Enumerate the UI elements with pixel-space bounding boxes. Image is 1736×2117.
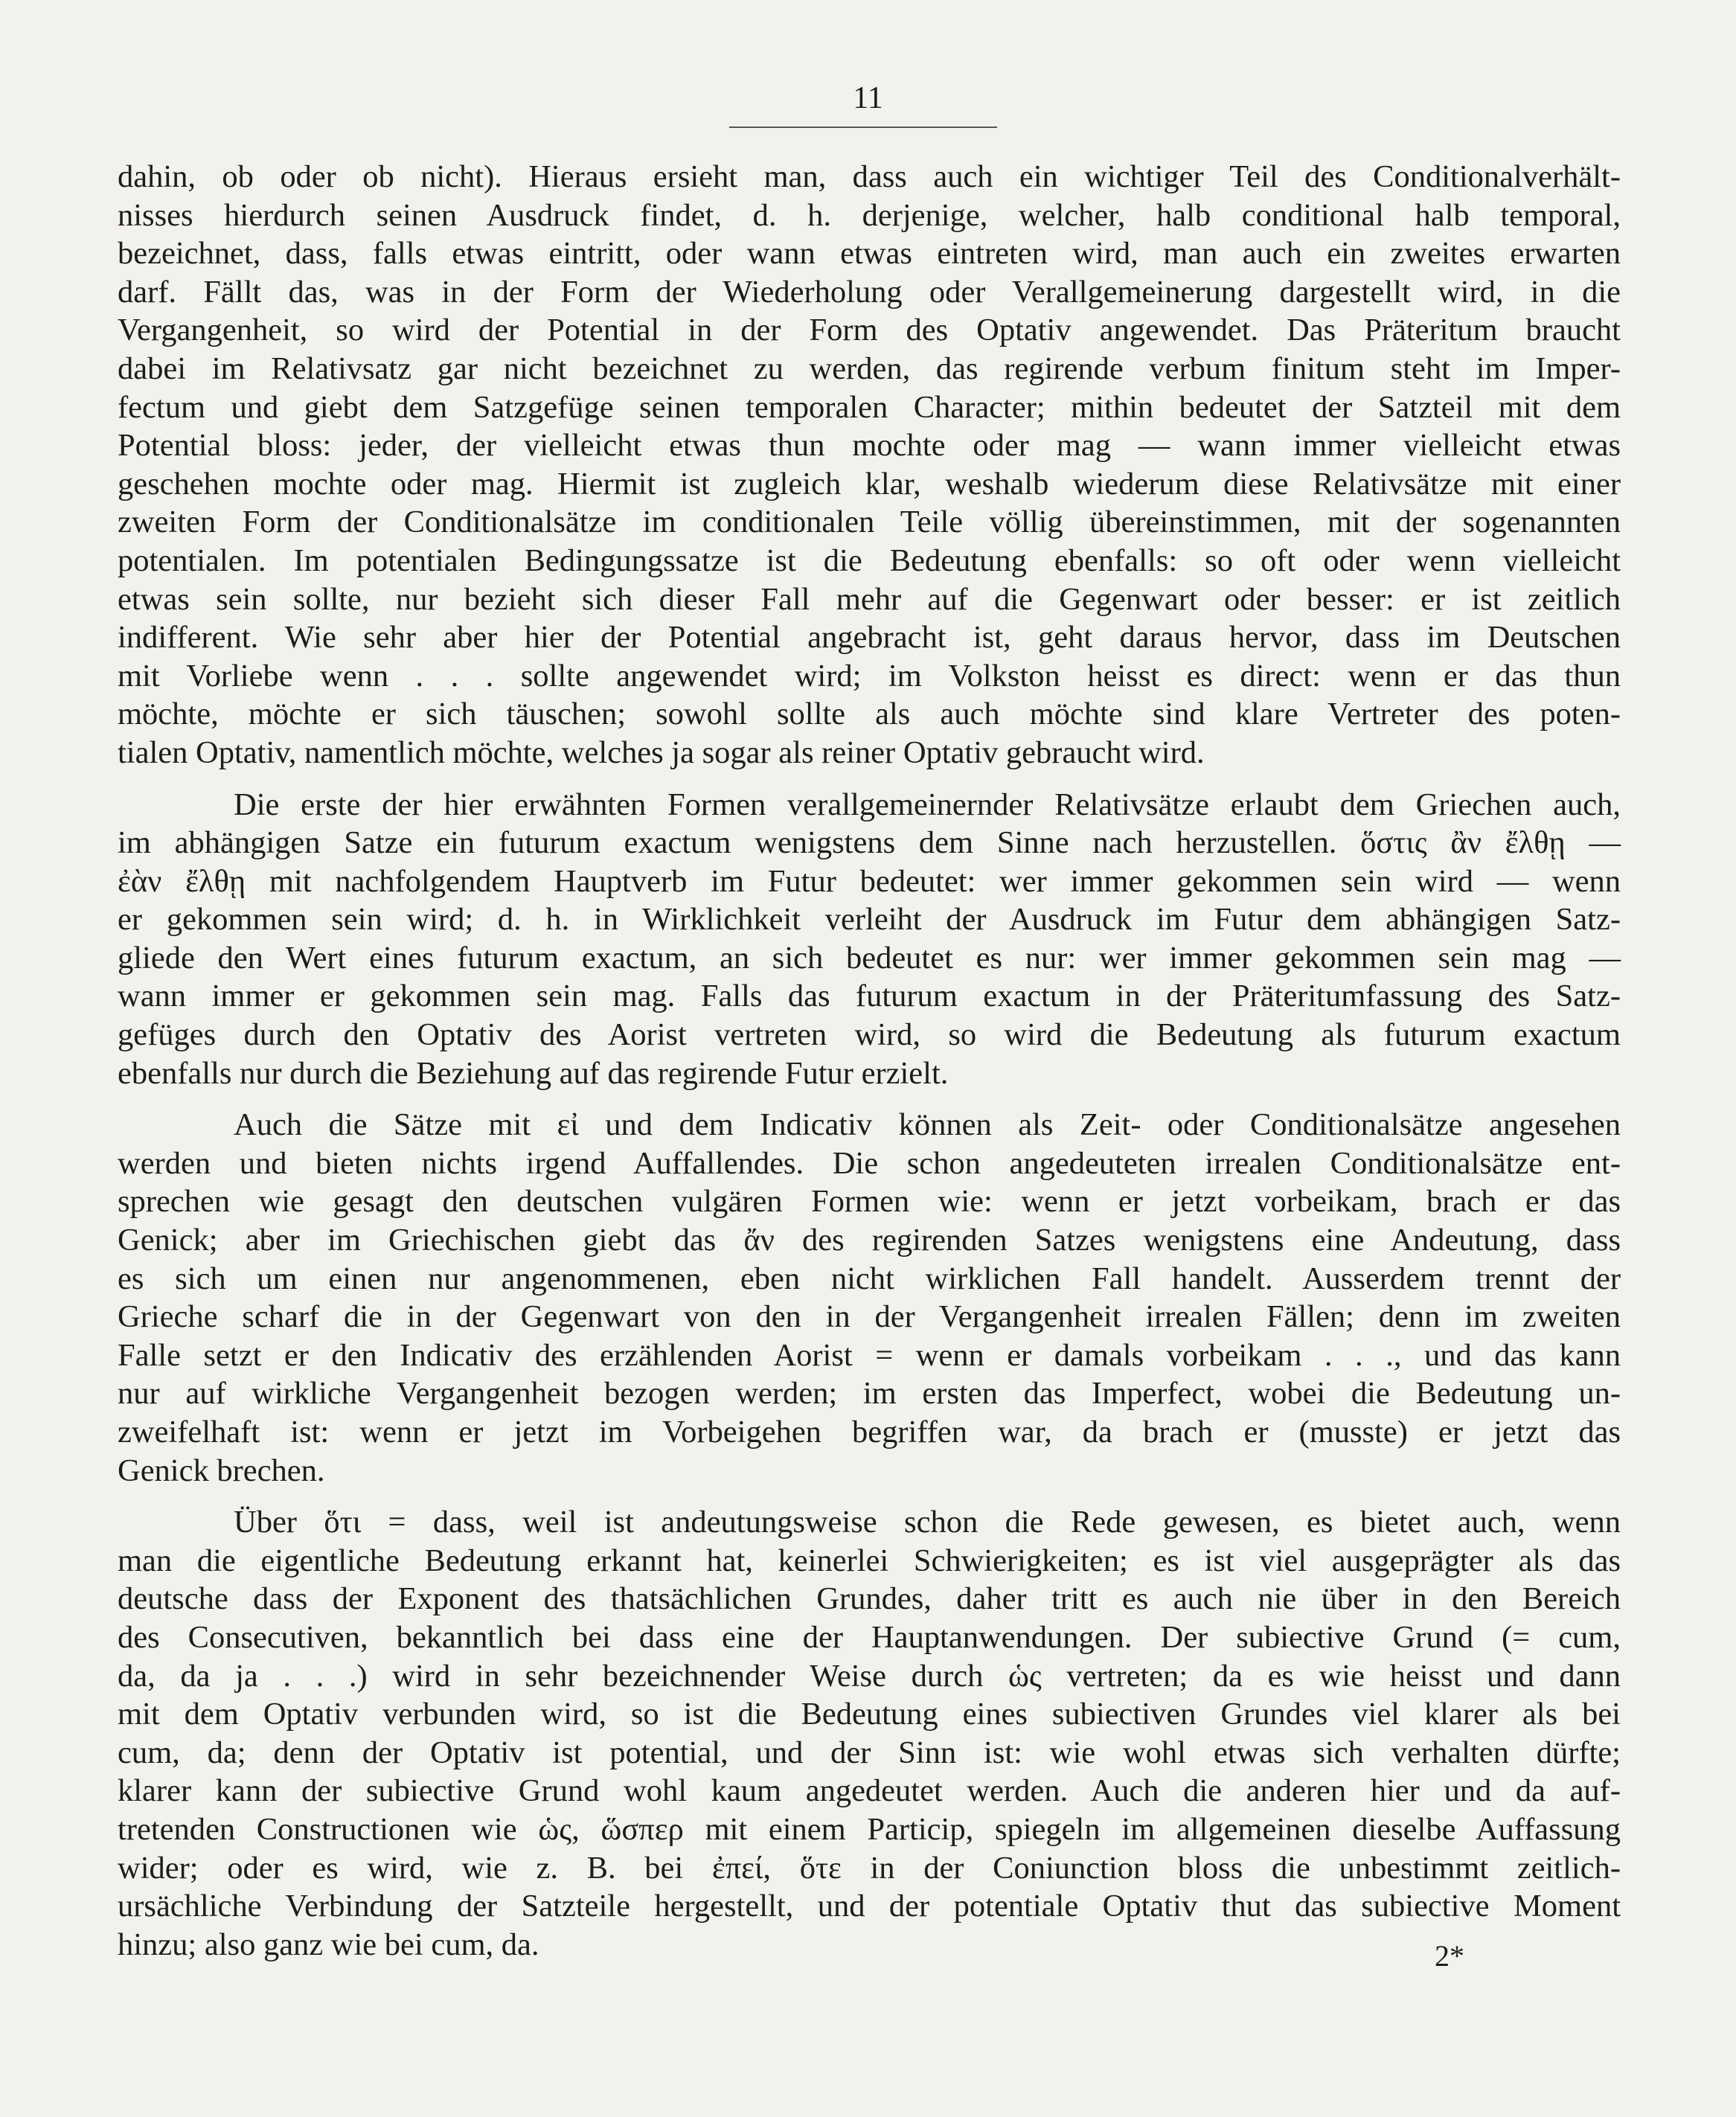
- text-line: man die eigentliche Bedeutung erkannt hat, keinerlei Schwierigkeiten; es ist viel ausgeprägter als das: [118, 1543, 1621, 1578]
- text-line: es sich um einen nur angenommenen, eben nicht wirklichen Fall handelt. Ausserdem trennt der: [118, 1261, 1621, 1296]
- text-line: potentialen. Im potentialen Bedingungssatze ist die Bedeutung ebenfalls: so oft oder wenn vielleicht: [118, 542, 1621, 578]
- signature-mark: 2*: [1435, 1939, 1464, 1973]
- text-line: dahin, ob oder ob nicht). Hieraus ersieht man, dass auch ein wichtiger Teil des Conditionalverhält-: [118, 159, 1621, 194]
- header-rule: [729, 126, 997, 128]
- text-line: Genick brechen.: [118, 1453, 325, 1488]
- text-line: möchte, möchte er sich täuschen; sowohl sollte als auch möchte sind klare Vertreter des poten-: [118, 696, 1621, 732]
- text-line: zweifelhaft ist: wenn er jetzt im Vorbeigehen begriffen war, da brach er (musste) er jetzt das: [118, 1415, 1621, 1450]
- text-line: im abhängigen Satze ein futurum exactum wenigstens dem Sinne nach herzustellen. ὅστις ἂν ἔλθῃ —: [118, 825, 1621, 861]
- text-line: sprechen wie gesagt den deutschen vulgären Formen wie: wenn er jetzt vorbeikam, brach er das: [118, 1184, 1621, 1220]
- text-line: Genick; aber im Griechischen giebt das ἄν des regirenden Satzes wenigstens eine Andeutung, dass: [118, 1223, 1621, 1258]
- text-line: Auch die Sätze mit εἰ und dem Indicativ können als Zeit- oder Conditionalsätze angesehen: [234, 1107, 1621, 1143]
- text-line: wider; oder es wird, wie z. B. bei ἐπεί, ὅτε in der Coniunction bloss die unbestimmt zeitlich-: [118, 1850, 1621, 1886]
- text-line: tialen Optativ, namentlich möchte, welches ja sogar als reiner Optativ gebraucht wird.: [118, 734, 1205, 770]
- text-line: etwas sein sollte, nur bezieht sich dieser Fall mehr auf die Gegenwart oder besser: er ist zeitlich: [118, 581, 1621, 617]
- text-line: gefüges durch den Optativ des Aorist vertreten wird, so wird die Bedeutung als futurum exactum: [118, 1017, 1621, 1053]
- text-line: nur auf wirkliche Vergangenheit bezogen werden; im ersten das Imperfect, wobei die Bedeutung un-: [118, 1376, 1621, 1412]
- text-line: nisses hierdurch seinen Ausdruck findet, d. h. derjenige, welcher, halb conditional halb temporal,: [118, 197, 1621, 233]
- text-line: Die erste der hier erwähnten Formen verallgemeinernder Relativsätze erlaubt dem Griechen auch,: [234, 787, 1621, 822]
- text-line: deutsche dass der Exponent des thatsächlichen Grundes, daher tritt es auch nie über in den Bereich: [118, 1581, 1621, 1617]
- text-line: da, da ja . . .) wird in sehr bezeichnender Weise durch ὡς vertreten; da es wie heisst und dann: [118, 1658, 1621, 1694]
- body-text: [118, 158, 1621, 1964]
- text-line: dabei im Relativsatz gar nicht bezeichnet zu werden, das regirende verbum finitum steht im Imper-: [118, 350, 1621, 386]
- text-line: wann immer er gekommen sein mag. Falls das futurum exactum in der Präteritumfassung des Satz-: [118, 979, 1621, 1014]
- text-line: hinzu; also ganz wie bei cum, da.: [118, 1927, 539, 1962]
- text-line: indifferent. Wie sehr aber hier der Potential angebracht ist, geht daraus hervor, dass im Deutschen: [118, 620, 1621, 656]
- text-line: er gekommen sein wird; d. h. in Wirklichkeit verleiht der Ausdruck im Futur dem abhängigen Satz-: [118, 902, 1621, 938]
- text-line: Vergangenheit, so wird der Potential in der Form des Optativ angewendet. Das Präteritum braucht: [118, 313, 1621, 348]
- text-line: fectum und giebt dem Satzgefüge seinen temporalen Character; mithin bedeutet der Satzteil mit dem: [118, 389, 1621, 425]
- text-line: cum, da; denn der Optativ ist potential, und der Sinn ist: wie wohl etwas sich verhalten dürfte;: [118, 1735, 1621, 1770]
- text-line: geschehen mochte oder mag. Hiermit ist zugleich klar, weshalb wiederum diese Relativsätze mit einer: [118, 466, 1621, 502]
- text-line: darf. Fällt das, was in der Form der Wiederholung oder Verallgemeinerung dargestellt wird, in die: [118, 274, 1621, 310]
- text-line: ursächliche Verbindung der Satzteile hergestellt, und der potentiale Optativ thut das subiective Moment: [118, 1889, 1621, 1924]
- text-line: bezeichnet, dass, falls etwas eintritt, oder wann etwas eintreten wird, man auch ein zweites erwarten: [118, 236, 1621, 272]
- text-line: zweiten Form der Conditionalsätze im conditionalen Teile völlig übereinstimmen, mit der sogenannten: [118, 505, 1621, 540]
- text-line: Falle setzt er den Indicativ des erzählenden Aorist = wenn er damals vorbeikam . . ., und das kann: [118, 1337, 1621, 1373]
- text-line: mit dem Optativ verbunden wird, so ist die Bedeutung eines subiectiven Grundes viel klarer als bei: [118, 1697, 1621, 1732]
- text-line: werden und bieten nichts irgend Auffallendes. Die schon angedeuteten irrealen Conditionalsätze ent-: [118, 1145, 1621, 1181]
- text-line: Grieche scharf die in der Gegenwart von den in der Vergangenheit irrealen Fällen; denn im zweiten: [118, 1299, 1621, 1335]
- text-line: mit Vorliebe wenn . . . sollte angewendet wird; im Volkston heisst es direct: wenn er das thun: [118, 658, 1621, 694]
- text-line: des Consecutiven, bekanntlich bei dass eine der Hauptanwendungen. Der subiective Grund (= cum,: [118, 1619, 1621, 1655]
- text-line: Über ὅτι = dass, weil ist andeutungsweise schon die Rede gewesen, es bietet auch, wenn: [234, 1505, 1621, 1540]
- text-line: tretenden Constructionen wie ὡς, ὥσπερ mit einem Particip, spiegeln im allgemeinen dieselbe Auffassung: [118, 1811, 1621, 1847]
- text-line: Potential bloss: jeder, der vielleicht etwas thun mochte oder mag — wann immer vielleicht etwas: [118, 428, 1621, 464]
- text-line: ἐὰν ἔλθῃ mit nachfolgendem Hauptverb im Futur bedeutet: wer immer gekommen sein wird — wenn: [118, 863, 1621, 899]
- text-line: ebenfalls nur durch die Beziehung auf das regirende Futur erzielt.: [118, 1055, 949, 1091]
- page-number: 11: [853, 81, 883, 115]
- text-line: klarer kann der subiective Grund wohl kaum angedeutet werden. Auch die anderen hier und da auf-: [118, 1773, 1621, 1809]
- text-line: gliede den Wert eines futurum exactum, an sich bedeutet es nur: wer immer gekommen sein mag —: [118, 940, 1621, 976]
